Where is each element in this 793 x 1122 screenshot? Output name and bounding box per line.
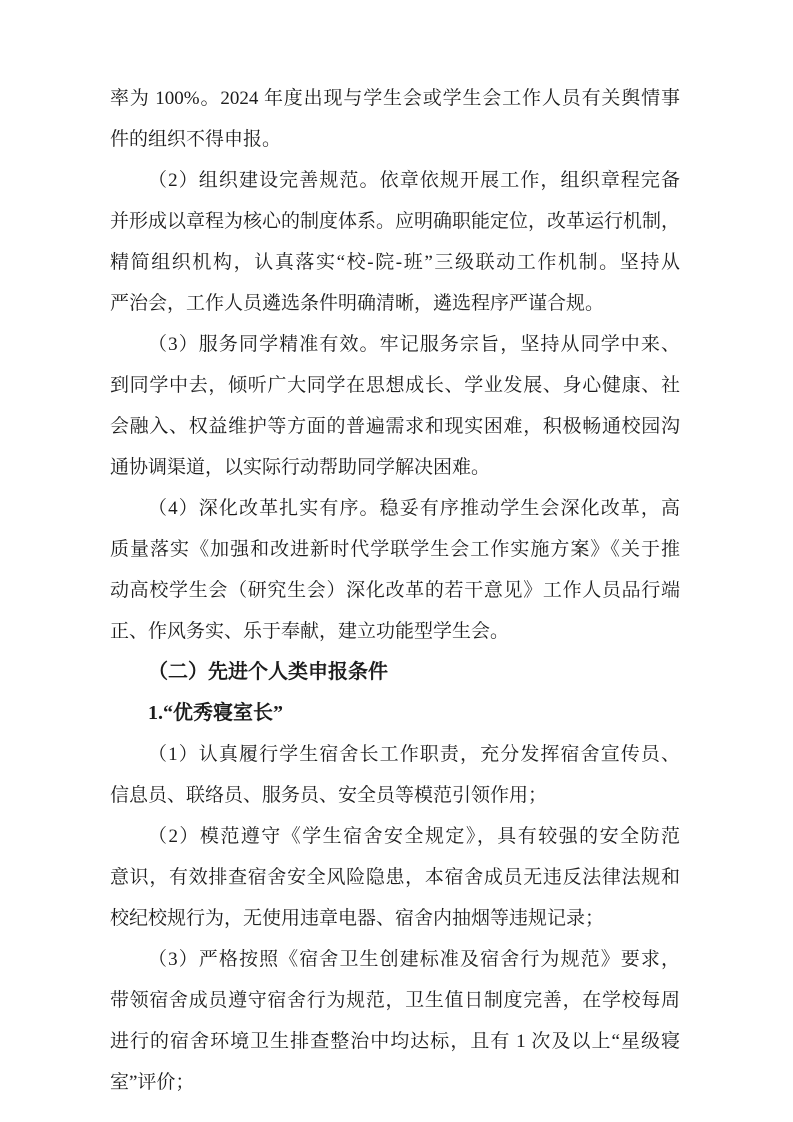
paragraph xyxy=(110,816,680,939)
paragraph xyxy=(110,488,680,652)
text-line: 校纪校规行为，无使用违章电器、宿舍内抽烟等违规记录； xyxy=(110,908,605,929)
paragraph xyxy=(110,160,680,324)
text-line: （2）组织建设完善规范。依章依规开展工作，组织章程完备 xyxy=(148,170,680,191)
text-line: 正、作风务实、乐于奉献，建立功能型学生会。 xyxy=(110,621,510,642)
text-line: 精简组织机构，认真落实“校-院-班”三级联动工作机制。坚持从 xyxy=(110,252,680,273)
section-heading xyxy=(110,652,680,693)
heading-line: （二）先进个人类申报条件 xyxy=(148,661,388,683)
text-line: （2）模范遵守《学生宿舍安全规定》，具有较强的安全防范 xyxy=(148,826,680,847)
text-line: （3）严格按照《宿舍卫生创建标准及宿舍行为规范》要求， xyxy=(148,949,680,970)
text-line: 动高校学生会（研究生会）深化改革的若干意见》工作人员品行端 xyxy=(110,580,680,601)
text-line: （4）深化改革扎实有序。稳妥有序推动学生会深化改革，高 xyxy=(148,498,680,519)
paragraph xyxy=(110,324,680,488)
paragraph xyxy=(110,734,680,816)
text-line: 率为 100%。2024 年度出现与学生会或学生会工作人员有关舆情事 xyxy=(110,88,680,109)
sub-heading xyxy=(110,693,680,734)
text-line: 通协调渠道，以实际行动帮助同学解决困难。 xyxy=(110,457,491,478)
text-line: （3）服务同学精准有效。牢记服务宗旨，坚持从同学中来、 xyxy=(148,334,680,355)
text-line: 意识，有效排查宿舍安全风险隐患，本宿舍成员无违反法律法规和 xyxy=(110,867,680,888)
heading-line: 1.“优秀寝室长” xyxy=(148,702,283,724)
text-line: 信息员、联络员、服务员、安全员等模范引领作用； xyxy=(110,785,548,806)
text-line: 到同学中去，倾听广大同学在思想成长、学业发展、身心健康、社 xyxy=(110,375,680,396)
text-line: 质量落实《加强和改进新时代学联学生会工作实施方案》《关于推 xyxy=(110,539,680,560)
text-line: 带领宿舍成员遵守宿舍行为规范，卫生值日制度完善，在学校每周 xyxy=(110,990,680,1011)
text-line: 会融入、权益维护等方面的普遍需求和现实困难，积极畅通校园沟 xyxy=(110,416,680,437)
document-body xyxy=(110,78,680,1103)
paragraph xyxy=(110,939,680,1103)
text-line: 严治会，工作人员遴选条件明确清晰，遴选程序严谨合规。 xyxy=(110,293,605,314)
text-line: 进行的宿舍环境卫生排查整治中均达标，且有 1 次及以上“星级寝 xyxy=(110,1031,680,1052)
text-line: 并形成以章程为核心的制度体系。应明确职能定位，改革运行机制， xyxy=(110,211,681,232)
text-line: 室”评价； xyxy=(110,1072,195,1093)
text-line: 件的组织不得申报。 xyxy=(110,129,282,150)
paragraph xyxy=(110,78,680,160)
text-line: （1）认真履行学生宿舍长工作职责，充分发挥宿舍宣传员、 xyxy=(148,744,680,765)
